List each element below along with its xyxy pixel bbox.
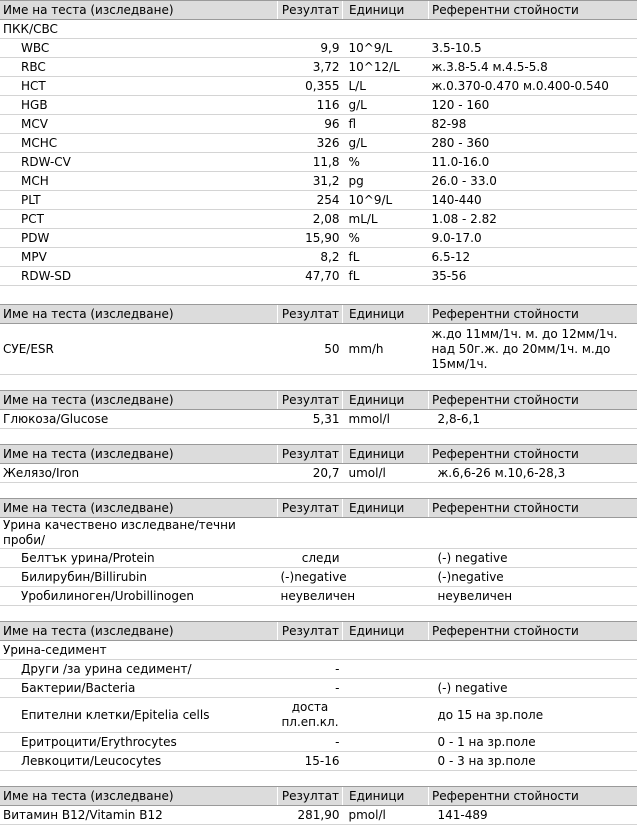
header-reference: Референтни стойности xyxy=(429,305,637,324)
header-test-name: Име на теста (изследване) xyxy=(0,305,278,324)
test-unit: % xyxy=(343,153,429,172)
table-header xyxy=(0,445,637,464)
esr-table xyxy=(0,304,637,375)
header-reference: Референтни стойности xyxy=(429,391,637,410)
test-result: 15-16 xyxy=(278,752,343,771)
table-row xyxy=(0,191,637,210)
test-result: 5,31 xyxy=(278,410,343,429)
test-reference: 82-98 xyxy=(429,115,637,134)
test-result: - xyxy=(278,679,343,698)
test-result: - xyxy=(278,733,343,752)
test-result: 50 xyxy=(278,324,343,375)
test-unit: g/L xyxy=(343,96,429,115)
test-name: PCT xyxy=(0,210,278,229)
table-row xyxy=(0,733,637,752)
header-test-name: Име на теста (изследване) xyxy=(0,391,278,410)
test-reference: 141-489 xyxy=(429,806,637,825)
test-result: 20,7 xyxy=(278,464,343,483)
iron-table xyxy=(0,444,637,483)
table-row xyxy=(0,248,637,267)
test-result: (-)negative xyxy=(278,568,343,587)
test-result: - xyxy=(278,660,343,679)
header-result: Резултат xyxy=(278,391,343,410)
test-reference: 280 - 360 xyxy=(429,134,637,153)
section-gap xyxy=(0,483,637,498)
table-row xyxy=(0,153,637,172)
table-row xyxy=(0,77,637,96)
table-header xyxy=(0,787,637,806)
test-unit xyxy=(343,698,429,733)
b12-table xyxy=(0,786,637,825)
table-header xyxy=(0,1,637,20)
table-row xyxy=(0,267,637,286)
table-row xyxy=(0,58,637,77)
test-unit: pmol/l xyxy=(343,806,429,825)
test-result: 326 xyxy=(278,134,343,153)
table-header xyxy=(0,499,637,518)
header-test-name: Име на теста (изследване) xyxy=(0,445,278,464)
cbc-table xyxy=(0,0,637,286)
test-unit: fL xyxy=(343,248,429,267)
test-result: 2,08 xyxy=(278,210,343,229)
test-name: Бактерии/Bacteria xyxy=(0,679,278,698)
test-name: HCT xyxy=(0,77,278,96)
test-unit xyxy=(343,568,429,587)
test-name: Желязо/Iron xyxy=(0,464,278,483)
test-name: Уробилиноген/Urobillinogen xyxy=(0,587,278,606)
header-units: Единици xyxy=(343,305,429,324)
test-unit: % xyxy=(343,229,429,248)
table-header xyxy=(0,622,637,641)
test-reference: 3.5-10.5 xyxy=(429,39,637,58)
table-row xyxy=(0,549,637,568)
test-unit xyxy=(343,752,429,771)
table-row xyxy=(0,806,637,825)
test-name: Билирубин/Billirubin xyxy=(0,568,278,587)
header-reference: Референтни стойности xyxy=(429,622,637,641)
test-unit: mmol/l xyxy=(343,410,429,429)
test-unit xyxy=(343,660,429,679)
test-unit: mL/L xyxy=(343,210,429,229)
table-row xyxy=(0,172,637,191)
table-row xyxy=(0,660,637,679)
test-reference: 1.08 - 2.82 xyxy=(429,210,637,229)
header-test-name: Име на теста (изследване) xyxy=(0,499,278,518)
header-result: Резултат xyxy=(278,622,343,641)
test-reference xyxy=(429,660,637,679)
test-result: 3,72 xyxy=(278,58,343,77)
test-reference: 0 - 3 на зр.поле xyxy=(429,752,637,771)
test-unit xyxy=(343,587,429,606)
test-result: 11,8 xyxy=(278,153,343,172)
header-units: Единици xyxy=(343,499,429,518)
test-unit: L/L xyxy=(343,77,429,96)
section-gap xyxy=(0,286,637,304)
table-row xyxy=(0,229,637,248)
test-result: 15,90 xyxy=(278,229,343,248)
test-result: 0,355 xyxy=(278,77,343,96)
test-name: MCHC xyxy=(0,134,278,153)
test-unit: fL xyxy=(343,267,429,286)
test-result: 254 xyxy=(278,191,343,210)
group-row xyxy=(0,20,637,39)
test-result: 9,9 xyxy=(278,39,343,58)
group-title: ПКК/CBC xyxy=(0,20,637,39)
table-row xyxy=(0,134,637,153)
table-row xyxy=(0,39,637,58)
header-units: Единици xyxy=(343,787,429,806)
section-gap xyxy=(0,375,637,390)
header-reference: Референтни стойности xyxy=(429,1,637,20)
test-name: RDW-SD xyxy=(0,267,278,286)
table-row xyxy=(0,115,637,134)
test-name: RBC xyxy=(0,58,278,77)
test-unit: pg xyxy=(343,172,429,191)
table-row xyxy=(0,698,637,733)
test-name: Глюкоза/Glucose xyxy=(0,410,278,429)
group-title: Урина-седимент xyxy=(0,641,637,660)
test-unit xyxy=(343,679,429,698)
table-row xyxy=(0,568,637,587)
header-result: Резултат xyxy=(278,305,343,324)
test-name: Левкоцити/Leucocytes xyxy=(0,752,278,771)
test-result: 281,90 xyxy=(278,806,343,825)
test-reference: ж.0.370-0.470 м.0.400-0.540 xyxy=(429,77,637,96)
test-reference: до 15 на зр.поле xyxy=(429,698,637,733)
test-reference: ж.6,6-26 м.10,6-28,3 xyxy=(429,464,637,483)
table-row xyxy=(0,410,637,429)
test-unit: 10^9/L xyxy=(343,191,429,210)
test-result: 31,2 xyxy=(278,172,343,191)
table-header xyxy=(0,391,637,410)
test-reference: 0 - 1 на зр.поле xyxy=(429,733,637,752)
test-reference: ж.3.8-5.4 м.4.5-5.8 xyxy=(429,58,637,77)
test-reference: 11.0-16.0 xyxy=(429,153,637,172)
test-reference: ж.до 11мм/1ч. м. до 12мм/1ч. над 50г.ж. до 20мм/1ч. м.до 15мм/1ч. xyxy=(429,324,637,375)
test-reference: 120 - 160 xyxy=(429,96,637,115)
header-test-name: Име на теста (изследване) xyxy=(0,787,278,806)
header-test-name: Име на теста (изследване) xyxy=(0,622,278,641)
table-header xyxy=(0,305,637,324)
test-unit: mm/h xyxy=(343,324,429,375)
test-reference: неувеличен xyxy=(429,587,637,606)
test-reference: (-) negative xyxy=(429,549,637,568)
header-result: Резултат xyxy=(278,1,343,20)
section-gap xyxy=(0,606,637,621)
test-unit: fl xyxy=(343,115,429,134)
glucose-table xyxy=(0,390,637,429)
table-row xyxy=(0,679,637,698)
sediment-table xyxy=(0,621,637,771)
test-unit: umol/l xyxy=(343,464,429,483)
test-name: RDW-CV xyxy=(0,153,278,172)
test-name: Еритроцити/Erythrocytes xyxy=(0,733,278,752)
test-reference: 35-56 xyxy=(429,267,637,286)
header-units: Единици xyxy=(343,1,429,20)
test-result: неувеличен xyxy=(278,587,343,606)
test-name: СУЕ/ESR xyxy=(0,324,278,375)
test-name: Белтък урина/Protein xyxy=(0,549,278,568)
table-row xyxy=(0,587,637,606)
test-name: PLT xyxy=(0,191,278,210)
header-result: Резултат xyxy=(278,787,343,806)
test-name: HGB xyxy=(0,96,278,115)
header-result: Резултат xyxy=(278,499,343,518)
test-unit xyxy=(343,549,429,568)
test-name: Епителни клетки/Epitelia cells xyxy=(0,698,278,733)
test-name: Витамин B12/Vitamin B12 xyxy=(0,806,278,825)
test-name: PDW xyxy=(0,229,278,248)
test-result: 47,70 xyxy=(278,267,343,286)
table-row xyxy=(0,96,637,115)
test-name: WBC xyxy=(0,39,278,58)
test-reference: 26.0 - 33.0 xyxy=(429,172,637,191)
test-result: доста пл.еп.кл. xyxy=(278,698,343,733)
group-row xyxy=(0,518,637,549)
test-result: 8,2 xyxy=(278,248,343,267)
test-result: 96 xyxy=(278,115,343,134)
test-reference: 2,8-6,1 xyxy=(429,410,637,429)
header-units: Единици xyxy=(343,391,429,410)
header-test-name: Име на теста (изследване) xyxy=(0,1,278,20)
header-reference: Референтни стойности xyxy=(429,499,637,518)
test-reference: 9.0-17.0 xyxy=(429,229,637,248)
header-result: Резултат xyxy=(278,445,343,464)
test-unit: 10^9/L xyxy=(343,39,429,58)
header-units: Единици xyxy=(343,622,429,641)
test-unit xyxy=(343,733,429,752)
test-reference: (-) negative xyxy=(429,679,637,698)
header-reference: Референтни стойности xyxy=(429,787,637,806)
test-unit: g/L xyxy=(343,134,429,153)
test-name: MCH xyxy=(0,172,278,191)
test-unit: 10^12/L xyxy=(343,58,429,77)
group-row xyxy=(0,641,637,660)
test-reference: (-)negative xyxy=(429,568,637,587)
test-name: MPV xyxy=(0,248,278,267)
urine-table xyxy=(0,498,637,606)
test-result: следи xyxy=(278,549,343,568)
header-reference: Референтни стойности xyxy=(429,445,637,464)
test-name: Други /за урина седимент/ xyxy=(0,660,278,679)
table-row xyxy=(0,464,637,483)
test-reference: 6.5-12 xyxy=(429,248,637,267)
table-row xyxy=(0,324,637,375)
section-gap xyxy=(0,429,637,444)
test-name: MCV xyxy=(0,115,278,134)
header-units: Единици xyxy=(343,445,429,464)
table-row xyxy=(0,752,637,771)
group-title: Урина качествено изследване/течни проби/ xyxy=(0,518,278,549)
table-row xyxy=(0,210,637,229)
test-reference: 140-440 xyxy=(429,191,637,210)
test-result: 116 xyxy=(278,96,343,115)
